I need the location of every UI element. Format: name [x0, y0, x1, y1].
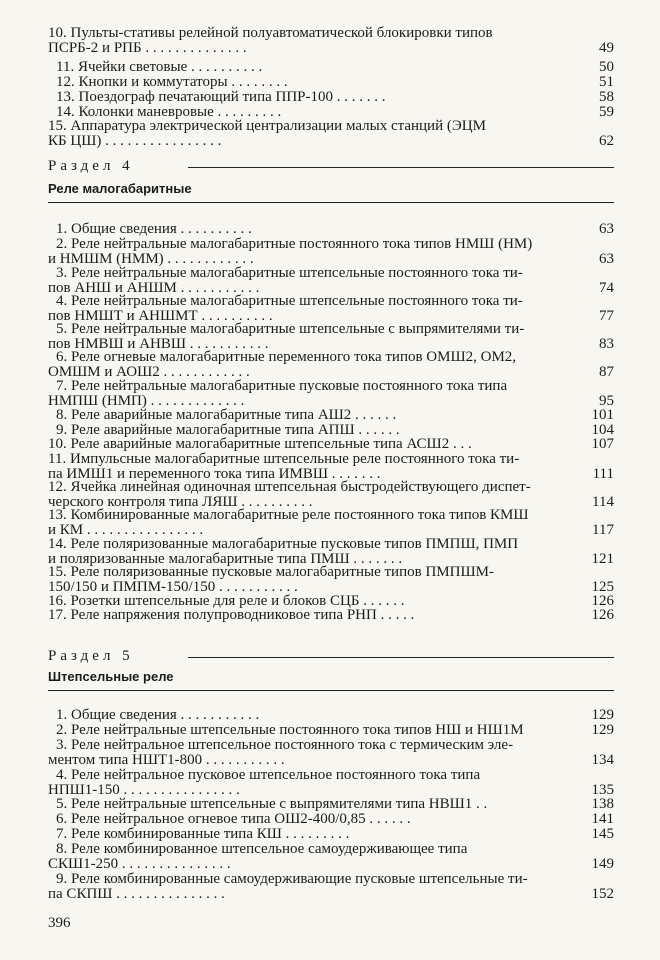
toc-entry-line: ОМШМ и АОШ2 . . . . . . . . . . . .	[48, 365, 250, 380]
toc-page-ref: 59	[599, 104, 614, 120]
section-title: Реле малогабаритные	[48, 181, 192, 196]
toc-entry	[56, 708, 614, 723]
toc-entry	[56, 408, 614, 423]
section-title-rule	[48, 690, 614, 691]
toc-page-ref: 138	[591, 796, 614, 812]
toc-entry-line: 2. Реле нейтральные штепсельные постоянного тока типов НШ и НШ1М	[56, 723, 524, 738]
toc-entry	[48, 565, 614, 595]
toc-page-ref: 125	[591, 579, 614, 595]
toc-entry	[56, 827, 614, 842]
toc-entry	[48, 872, 614, 902]
section-title: Штепсельные реле	[48, 669, 174, 684]
toc-entry-line: и НМШМ (НММ) . . . . . . . . . . . .	[48, 252, 254, 267]
toc-entry	[48, 508, 614, 538]
toc-entry	[48, 436, 614, 452]
toc-entry-line: ПСРБ-2 и РПБ . . . . . . . . . . . . . .	[48, 41, 247, 56]
toc-entry-line: 11. Импульсные малогабаритные штепсельные реле постоянного тока ти-	[48, 452, 520, 467]
toc-entry-line: 1. Общие сведения . . . . . . . . . .	[56, 222, 252, 237]
toc-entry-line: 11. Ячейки световые . . . . . . . . . .	[56, 60, 263, 75]
toc-page-ref: 87	[599, 364, 614, 380]
toc-entry-line: СКШ1-250 . . . . . . . . . . . . . . .	[48, 857, 231, 872]
toc-entry	[48, 452, 614, 482]
section-title-rule	[48, 202, 614, 203]
toc-page-ref: 50	[599, 59, 614, 75]
toc-entry-line: ментом типа НШТ1-800 . . . . . . . . . . .	[48, 753, 285, 768]
toc-entry	[48, 266, 614, 296]
toc-page-ref: 126	[591, 593, 614, 609]
toc-page-ref: 63	[599, 221, 614, 237]
toc-page-ref: 95	[599, 393, 614, 409]
section-label: Раздел 4	[48, 158, 138, 175]
toc-entry-line: и поляризованные малогабаритные типа ПМШ . . . . . . .	[48, 552, 403, 567]
toc-entry	[56, 105, 614, 120]
section-rule	[188, 167, 614, 168]
toc-entry-line: 6. Реле огневые малогабаритные переменного тока типов ОМШ2, ОМ2,	[56, 350, 517, 365]
toc-page-ref: 126	[591, 607, 614, 623]
toc-page-ref: 58	[599, 89, 614, 105]
toc-entry	[48, 768, 614, 798]
toc-entry	[56, 423, 614, 438]
toc-entry-line: 15. Аппаратура электрической централизации малых станций (ЭЦМ	[48, 119, 486, 134]
toc-page-ref: 121	[591, 551, 614, 567]
toc-page-ref: 129	[591, 722, 614, 738]
toc-entry-line: черского контроля типа ЛЯШ . . . . . . . . . .	[48, 495, 313, 510]
toc-entry-line: 15. Реле поляризованные пусковые малогабаритные типов ПМПШМ-	[48, 565, 494, 580]
toc-page-ref: 129	[591, 707, 614, 723]
toc-entry	[48, 294, 614, 324]
toc-page-ref: 74	[599, 280, 614, 296]
toc-entry-line: 150/150 и ПМПМ-150/150 . . . . . . . . . . .	[48, 580, 298, 595]
toc-page-ref: 141	[591, 811, 614, 827]
toc-page-ref: 111	[592, 466, 614, 482]
toc-page-ref: 152	[591, 886, 614, 902]
toc-entry-line: 7. Реле комбинированные типа КШ . . . . . . . . .	[56, 827, 350, 842]
toc-entry-line: 12. Ячейка линейная одиночная штепсельная быстродействующего диспет-	[48, 480, 531, 495]
toc-entry-line: 14. Реле поляризованные малогабаритные пусковые типов ПМПШ, ПМП	[48, 537, 519, 552]
toc-page-ref: 83	[599, 336, 614, 352]
toc-page-ref: 107	[591, 436, 614, 452]
toc-entry-line: 13. Комбинированные малогабаритные реле постоянного тока типов КМШ	[48, 508, 529, 523]
toc-entry	[48, 350, 614, 380]
toc-entry-line: 1. Общие сведения . . . . . . . . . . .	[56, 708, 260, 723]
section-heading	[48, 158, 614, 178]
toc-page-ref: 117	[592, 522, 614, 538]
toc-page-ref: 134	[591, 752, 614, 768]
toc-entry-line: пов НМШТ и АНШМТ . . . . . . . . . .	[48, 309, 273, 324]
toc-entry-line: 8. Реле комбинированное штепсельное самоудерживающее типа	[56, 842, 468, 857]
toc-entry-line: НМПШ (НМП) . . . . . . . . . . . . .	[48, 394, 245, 409]
toc-entry-line: 14. Колонки маневровые . . . . . . . . .	[56, 105, 282, 120]
toc-entry	[48, 593, 614, 609]
toc-entry	[48, 607, 614, 623]
toc-entry	[56, 812, 614, 827]
toc-entry-line: 6. Реле нейтральное огневое типа ОШ2-400/0,85 . . . . . .	[56, 812, 411, 827]
toc-entry	[48, 119, 614, 149]
toc-page-ref: 149	[591, 856, 614, 872]
toc-entry-line: и КМ . . . . . . . . . . . . . . . .	[48, 523, 204, 538]
toc-entry-line: 8. Реле аварийные малогабаритные типа АШ2 . . . . . .	[56, 408, 397, 423]
section-label: Раздел 5	[48, 648, 138, 665]
toc-entry-line: пов АНШ и АНШМ . . . . . . . . . . .	[48, 281, 260, 296]
toc-entry	[56, 723, 614, 738]
toc-entry-line: 3. Реле нейтральное штепсельное постоянного тока с термическим эле-	[56, 738, 514, 753]
toc-entry	[48, 480, 614, 510]
toc-entry	[48, 322, 614, 352]
toc-entry	[48, 738, 614, 768]
toc-entry	[48, 26, 614, 56]
toc-entry-line: 12. Кнопки и коммутаторы . . . . . . . .	[56, 75, 288, 90]
toc-entry	[48, 842, 614, 872]
toc-entry-line: 3. Реле нейтральные малогабаритные штепсельные постоянного тока ти-	[56, 266, 523, 281]
toc-page-ref: 62	[599, 133, 614, 149]
toc-entry-line: 4. Реле нейтральное пусковое штепсельное постоянного тока типа	[56, 768, 481, 783]
toc-entry-line: па ИМШ1 и переменного тока типа ИМВШ . . . . . . .	[48, 467, 381, 482]
toc-entry-line: 5. Реле нейтральные штепсельные с выпрямителями типа НВШ1 . .	[56, 797, 488, 812]
toc-entry	[56, 60, 614, 75]
toc-entry-line: пов НМВШ и АНВШ . . . . . . . . . . .	[48, 337, 269, 352]
toc-entry	[56, 222, 614, 237]
toc-page-ref: 114	[592, 494, 614, 510]
toc-entry-line: 2. Реле нейтральные малогабаритные постоянного тока типов НМШ (НМ)	[56, 237, 533, 252]
toc-entry-line: 5. Реле нейтральные малогабаритные штепсельные с выпрямителями ти-	[56, 322, 525, 337]
toc-page-ref: 104	[591, 422, 614, 438]
toc-page-ref: 51	[599, 74, 614, 90]
toc-entry-line: 9. Реле аварийные малогабаритные типа АПШ . . . . . .	[56, 423, 400, 438]
toc-entry-line: 10. Реле аварийные малогабаритные штепсельные типа АСШ2 . . .	[48, 437, 472, 452]
toc-entry	[56, 797, 614, 812]
toc-page-ref: 63	[599, 251, 614, 267]
toc-page-ref: 135	[591, 782, 614, 798]
toc-entry	[48, 237, 614, 267]
toc-entry-line: КБ ЦШ) . . . . . . . . . . . . . . . .	[48, 134, 222, 149]
page-number: 396	[48, 915, 71, 931]
toc-entry-line: 16. Розетки штепсельные для реле и блоков СЦБ . . . . . .	[48, 594, 405, 609]
toc-entry	[48, 379, 614, 409]
toc-entry	[48, 537, 614, 567]
toc-page-ref: 77	[599, 308, 614, 324]
toc-entry-line: 13. Поездограф печатающий типа ППР-100 . . . . . . .	[56, 90, 386, 105]
toc-entry-line: 9. Реле комбинированные самоудерживающие пусковые штепсельные ти-	[56, 872, 528, 887]
toc-page-ref: 101	[591, 407, 614, 423]
toc-entry	[56, 75, 614, 90]
toc-entry	[56, 90, 614, 105]
toc-entry-line: НПШ1-150 . . . . . . . . . . . . . . . .	[48, 783, 240, 798]
toc-page-ref: 49	[599, 40, 614, 56]
section-rule	[188, 657, 614, 658]
toc-page-ref: 145	[591, 826, 614, 842]
toc-entry-line: 4. Реле нейтральные малогабаритные штепсельные постоянного тока ти-	[56, 294, 523, 309]
toc-entry-line: 17. Реле напряжения полупроводниковое типа РНП . . . . .	[48, 608, 415, 623]
section-heading	[48, 648, 614, 668]
toc-entry-line: 7. Реле нейтральные малогабаритные пусковые постоянного тока типа	[56, 379, 508, 394]
toc-entry-line: 10. Пульты-стативы релейной полуавтоматической блокировки типов	[48, 26, 493, 41]
toc-entry-line: па СКПШ . . . . . . . . . . . . . . .	[48, 887, 225, 902]
